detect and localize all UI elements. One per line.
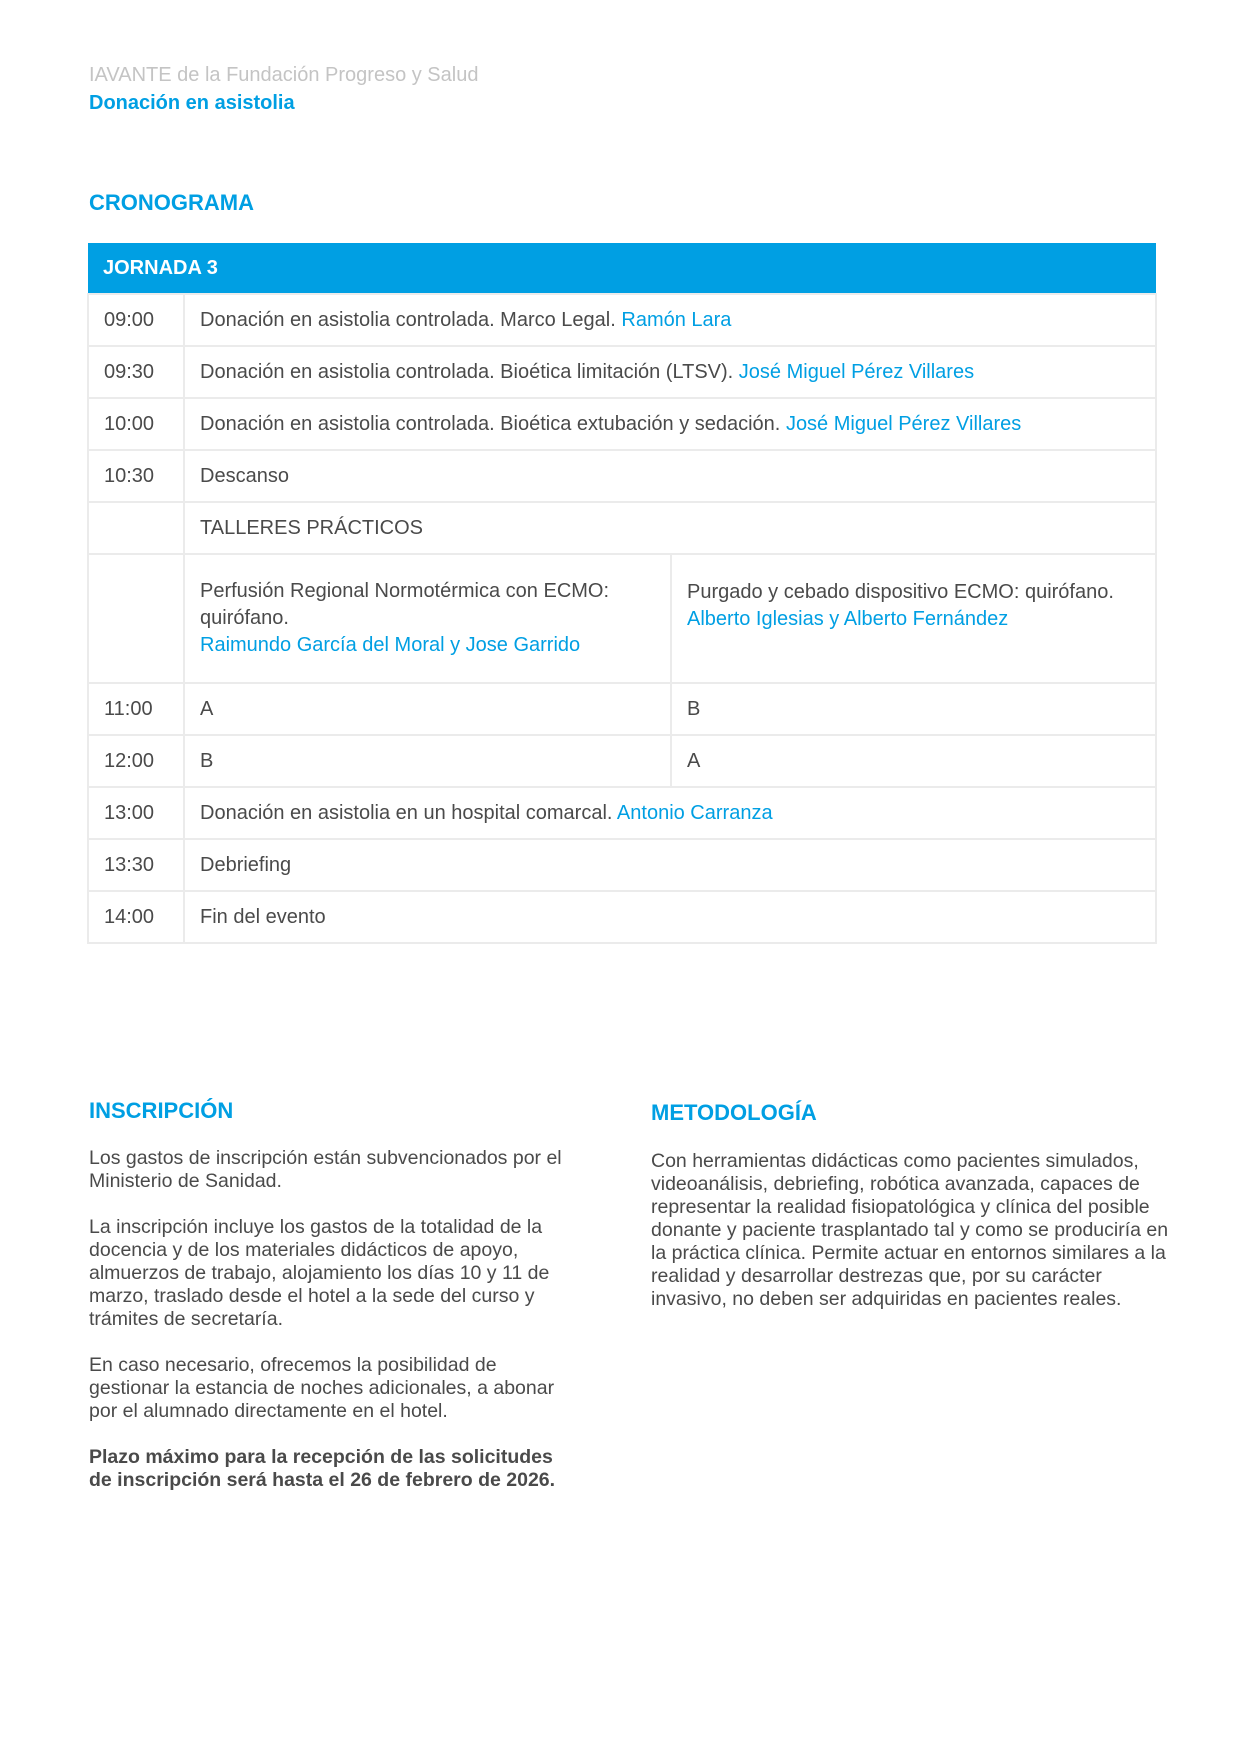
day-label: JORNADA 3: [88, 243, 1156, 294]
activity-text: Donación en asistolia controlada. Marco Legal.: [200, 308, 616, 331]
schedule-table: [87, 243, 1157, 944]
schedule-header-row: [88, 243, 1156, 294]
table-row: [88, 450, 1156, 502]
row-time: 09:30: [88, 346, 184, 398]
table-row: [88, 839, 1156, 891]
course-title: Donación en asistolia: [89, 92, 295, 114]
rotation-group-cell: B: [184, 735, 671, 787]
row-time-empty: [88, 554, 184, 683]
row-time: 13:00: [88, 787, 184, 839]
speaker-name: Ramón Lara: [621, 308, 732, 331]
activity-text: Donación en asistolia controlada. Bioética limitación (LTSV).: [200, 360, 734, 383]
table-row: [88, 787, 1156, 839]
table-row-workshops: [88, 554, 1156, 683]
row-time: 12:00: [88, 735, 184, 787]
row-time: 13:30: [88, 839, 184, 891]
speaker-name: José Miguel Pérez Villares: [738, 360, 975, 383]
row-time: 14:00: [88, 891, 184, 943]
row-activity: [184, 398, 1156, 450]
row-activity: Debriefing: [184, 839, 1156, 891]
inscripcion-deadline: Plazo máximo para la recepción de las solicitudes de inscripción será hasta el 26 de febrero de 2026.: [89, 1446, 556, 1491]
rotation-group-cell: A: [671, 735, 1156, 787]
speaker-name: Antonio Carranza: [616, 801, 773, 824]
workshop-a-title-line2: quirófano.: [200, 607, 289, 629]
row-time: 10:00: [88, 398, 184, 450]
workshop-a-cell: [184, 554, 671, 683]
inscripcion-paragraph: La inscripción incluye los gastos de la totalidad de la docencia y de los materiales didácticos de apoyo, almuerzos de trabajo, alojamiento los días 10 y 11 de marzo, traslado desde el hotel a la sede del curso y trámites de secretaría.: [89, 1216, 550, 1330]
table-row: [88, 735, 1156, 787]
table-row: [88, 502, 1156, 554]
table-row: [88, 398, 1156, 450]
table-row: [88, 346, 1156, 398]
workshop-a-title-line1: Perfusión Regional Normotérmica con ECMO:: [200, 580, 610, 602]
metodologia-section: [651, 1150, 1171, 1334]
inscripcion-heading: INSCRIPCIÓN: [89, 1098, 234, 1123]
row-time: 11:00: [88, 683, 184, 735]
metodologia-paragraph: Con herramientas didácticas como pacientes simulados, videoanálisis, debriefing, robótica avanzada, capaces de representar la realidad fisiopatológica y clínica del posible donante y paciente trasplantado tal y como se produciría en la práctica clínica. Permite actuar en entornos similares a la realidad y desarrollar destrezas que, por su carácter invasivo, no deben ser adquiridas en pacientes reales.: [651, 1150, 1169, 1310]
row-activity: [184, 294, 1156, 346]
inscripcion-section: [89, 1147, 579, 1515]
cronograma-heading: CRONOGRAMA: [89, 190, 254, 215]
inscripcion-paragraph: En caso necesario, ofrecemos la posibilidad de gestionar la estancia de noches adicionales, a abonar por el alumnado directamente en el hotel.: [89, 1354, 555, 1422]
rotation-group-cell: B: [671, 683, 1156, 735]
row-time: 09:00: [88, 294, 184, 346]
workshop-b-cell: [671, 554, 1156, 683]
row-activity: [184, 787, 1156, 839]
workshop-b-title: Purgado y cebado dispositivo ECMO: quirófano.: [687, 581, 1114, 603]
table-row: [88, 294, 1156, 346]
activity-text: Donación en asistolia en un hospital comarcal.: [200, 801, 613, 824]
talleres-label: TALLERES PRÁCTICOS: [184, 502, 1156, 554]
rotation-group-cell: A: [184, 683, 671, 735]
workshop-a-speakers: Raimundo García del Moral y Jose Garrido: [200, 634, 581, 656]
row-activity: Fin del evento: [184, 891, 1156, 943]
metodologia-heading: METODOLOGÍA: [651, 1100, 817, 1125]
inscripcion-paragraph: Los gastos de inscripción están subvencionados por el Ministerio de Sanidad.: [89, 1147, 562, 1192]
table-row: [88, 683, 1156, 735]
row-activity: [184, 346, 1156, 398]
workshop-b-speakers: Alberto Iglesias y Alberto Fernández: [687, 608, 1009, 630]
organization-name: IAVANTE de la Fundación Progreso y Salud: [89, 64, 479, 86]
row-activity: [184, 450, 1156, 502]
row-time-empty: [88, 502, 184, 554]
speaker-name: José Miguel Pérez Villares: [785, 412, 1022, 435]
activity-text: Donación en asistolia controlada. Bioética extubación y sedación.: [200, 412, 781, 435]
activity-text: Descanso: [200, 464, 289, 487]
row-time: 10:30: [88, 450, 184, 502]
table-row: [88, 891, 1156, 943]
